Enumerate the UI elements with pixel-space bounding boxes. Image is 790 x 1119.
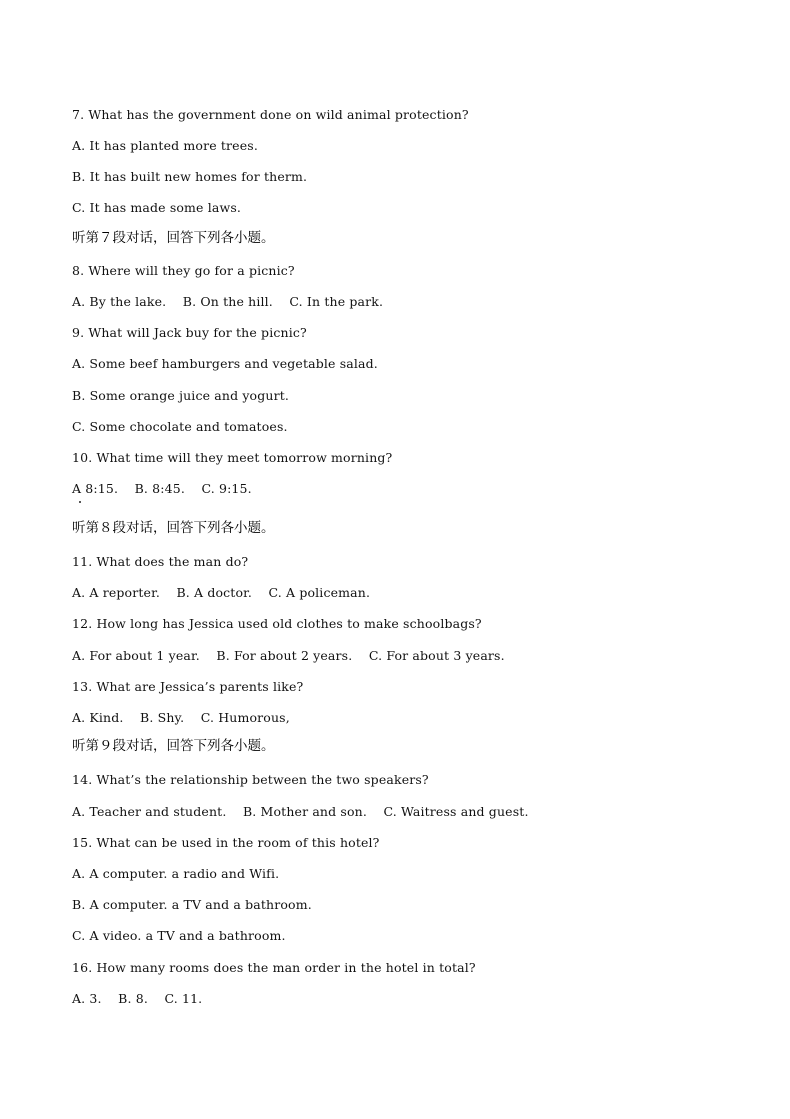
question-10-options: A 8:15. B. 8:45. C. 9:15. <box>72 481 252 496</box>
question-9-option-c: C. Some chocolate and tomatoes. <box>72 419 288 434</box>
question-14: 14. What’s the relationship between the two speakers? <box>72 772 429 787</box>
question-7-option-a: A. It has planted more trees. <box>72 138 258 153</box>
question-11: 11. What does the man do? <box>72 554 249 569</box>
question-11-options: A. A reporter. B. A doctor. C. A policeman. <box>72 585 371 600</box>
question-15-option-c: C. A video. a TV and a bathroom. <box>72 928 286 943</box>
section-heading-dialogue-7: 听第７段对话，回答下列各小题。 <box>72 230 275 246</box>
question-16: 16. How many rooms does the man order in the hotel in total? <box>72 960 476 975</box>
question-12: 12. How long has Jessica used old clothes to make schoolbags? <box>72 616 482 631</box>
question-7: 7. What has the government done on wild animal protection? <box>72 107 469 122</box>
section-heading-dialogue-8: 听第８段对话，回答下列各小题。 <box>72 520 275 536</box>
question-14-options: A. Teacher and student. B. Mother and son. C. Waitress and guest. <box>72 804 529 819</box>
question-7-option-c: C. It has made some laws. <box>72 200 242 215</box>
question-7-option-b: B. It has built new homes for therm. <box>72 169 308 184</box>
question-13-options: A. Kind. B. Shy. C. Humorous, <box>72 710 290 725</box>
question-9-option-b: B. Some orange juice and yogurt. <box>72 388 290 403</box>
question-16-options: A. 3. B. 8. C. 11. <box>72 991 203 1006</box>
question-15-option-b: B. A computer. a TV and a bathroom. <box>72 897 312 912</box>
question-15-option-a: A. A computer. a radio and Wifi. <box>72 866 280 881</box>
question-12-options: A. For about 1 year. B. For about 2 years. C. For about 3 years. <box>72 648 505 663</box>
question-15: 15. What can be used in the room of this hotel? <box>72 835 380 850</box>
question-9: 9. What will Jack buy for the picnic? <box>72 325 307 340</box>
stray-dot-mark <box>79 501 81 503</box>
question-10: 10. What time will they meet tomorrow morning? <box>72 450 393 465</box>
section-heading-dialogue-9: 听第９段对话，回答下列各小题。 <box>72 738 275 754</box>
question-13: 13. What are Jessica’s parents like? <box>72 679 304 694</box>
question-9-option-a: A. Some beef hamburgers and vegetable salad. <box>72 356 378 371</box>
question-8: 8. Where will they go for a picnic? <box>72 263 295 278</box>
question-8-options: A. By the lake. B. On the hill. C. In the park. <box>72 294 384 309</box>
